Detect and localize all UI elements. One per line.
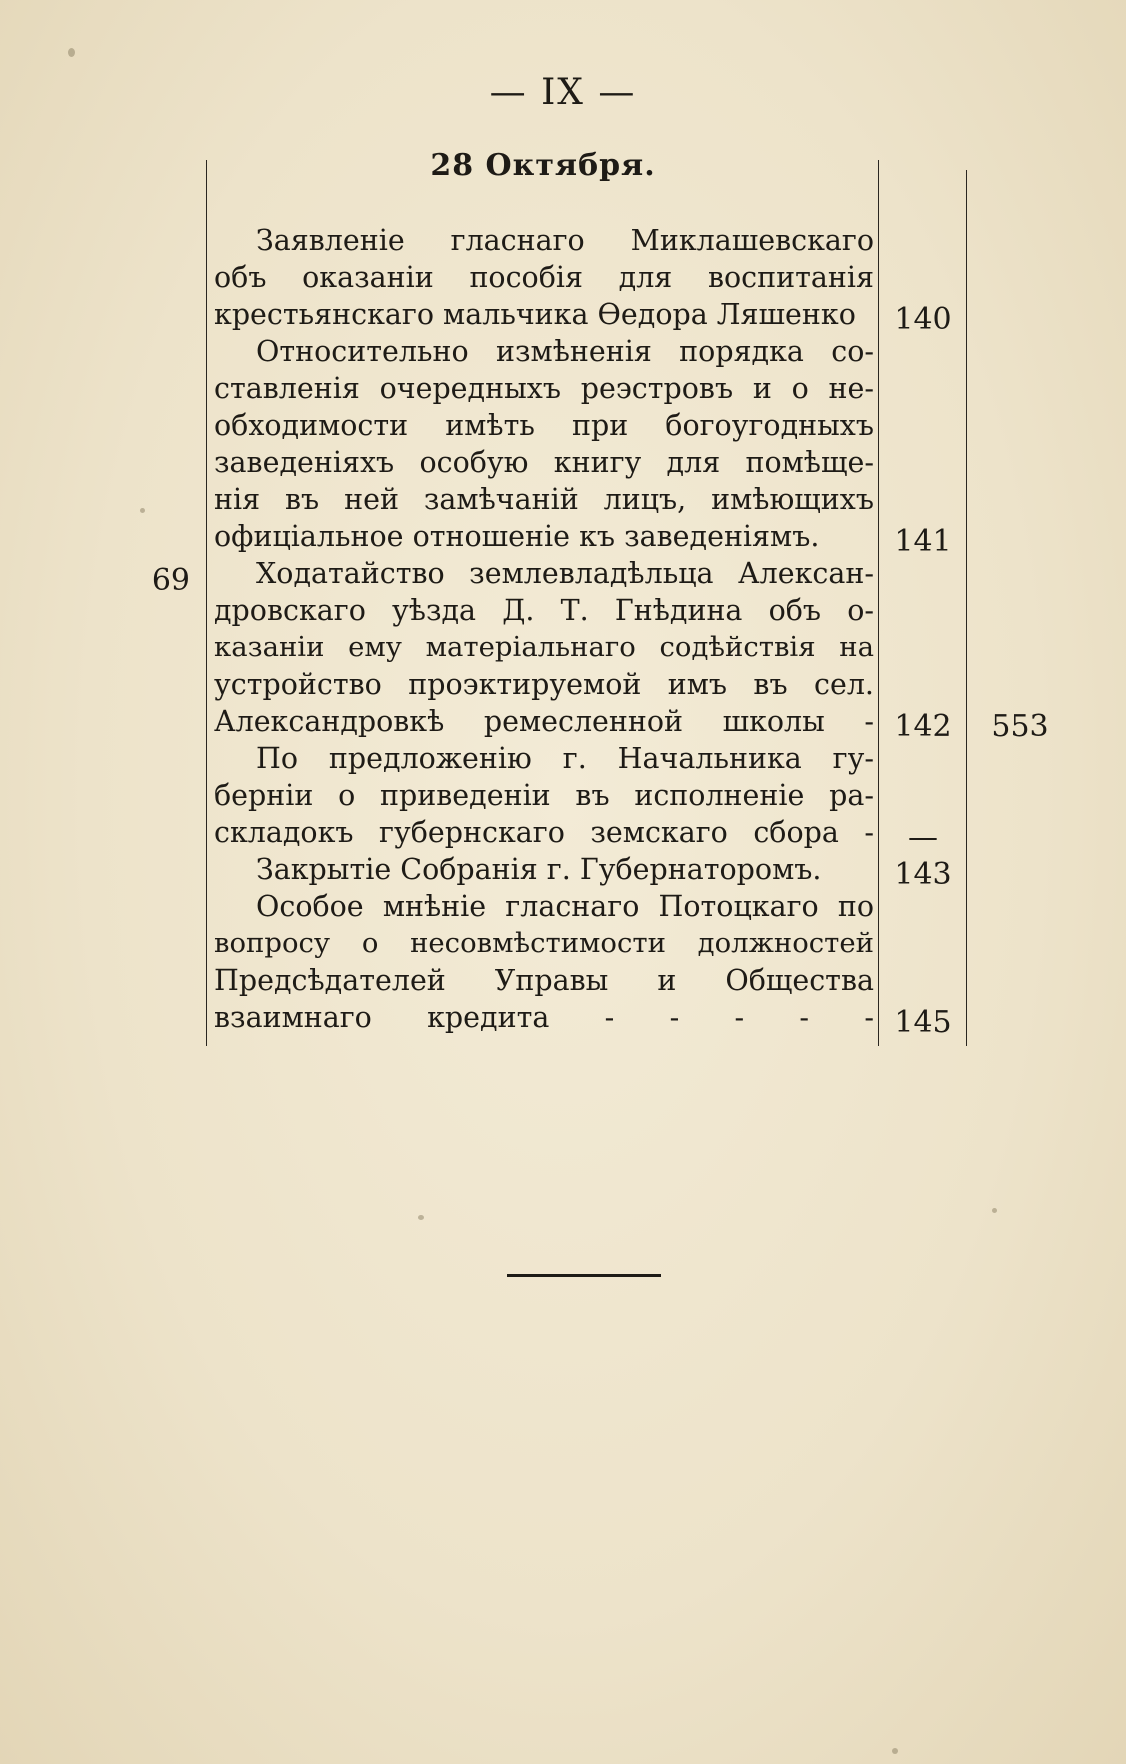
- entry-line: устройство проэктируемой имъ въ сел.: [214, 668, 874, 701]
- paper-speck: [418, 1215, 424, 1220]
- entry-line: Предсѣдателей Управы и Общества: [214, 964, 874, 997]
- entry-line: дровскаго уѣзда Д. Т. Гнѣдина объ о-: [214, 594, 874, 627]
- entry-line: взаимнаго кредита - - - - -: [214, 1001, 874, 1034]
- entry-line: вопросу о несовмѣстимости должностей: [214, 927, 874, 959]
- entry-line: берніи о приведеніи въ исполненіе ра-: [214, 779, 874, 812]
- paper-speck: [992, 1208, 997, 1213]
- entry-line: офиціальное отношеніе къ заведеніямъ.: [214, 520, 820, 553]
- entry-line: Заявленіе гласнаго Миклашевскаго: [256, 224, 874, 257]
- entry-line: Ходатайство землевладѣльца Алексан-: [256, 557, 874, 590]
- entry-line: крестьянскаго мальчика Өедора Ляшенко: [214, 298, 856, 331]
- page-number: 141: [894, 524, 952, 559]
- entry-line: объ оказаніи пособія для воспитанія: [214, 261, 874, 294]
- entry-line: По предложенію г. Начальника гу-: [256, 742, 874, 775]
- page-number: 145: [894, 1005, 952, 1040]
- entry-line: Александровкѣ ремесленной школы -: [214, 705, 874, 738]
- paper-speck: [140, 508, 145, 513]
- entry-line: Особое мнѣніе гласнаго Потоцкаго по: [256, 890, 874, 923]
- column-rule-middle: [878, 160, 879, 1046]
- entry-line: ставленія очередныхъ реэстровъ и о не-: [214, 372, 874, 405]
- entry-line: Закрытіе Собранія г. Губернаторомъ.: [256, 853, 822, 886]
- column-rule-left: [206, 160, 207, 1046]
- paper-speck: [68, 48, 75, 57]
- paper-speck: [892, 1748, 898, 1754]
- entry-line: складокъ губернскаго земскаго сбора -: [214, 816, 874, 849]
- entry-line: нія въ ней замѣчаній лицъ, имѣющихъ: [214, 483, 874, 516]
- section-date: 28 Октября.: [430, 148, 656, 183]
- right-margin-number: 553: [991, 709, 1049, 744]
- entry-line: Относительно измѣненія порядка со-: [256, 335, 874, 368]
- page-number: 142: [894, 709, 952, 744]
- entries-list: [214, 222, 874, 1036]
- page-number: 143: [894, 857, 952, 892]
- entry-line: заведеніяхъ особую книгу для помѣще-: [214, 446, 874, 479]
- entry-line: казаніи ему матеріальнаго содѣйствія на: [214, 631, 874, 663]
- closing-rule: [507, 1274, 661, 1277]
- page-number: —: [908, 820, 938, 855]
- page-header: — IX —: [489, 72, 637, 113]
- page-number: 140: [894, 302, 952, 337]
- left-margin-number: 69: [151, 563, 190, 598]
- entry-line: обходимости имѣть при богоугодныхъ: [214, 409, 874, 442]
- column-rule-right: [966, 170, 967, 1046]
